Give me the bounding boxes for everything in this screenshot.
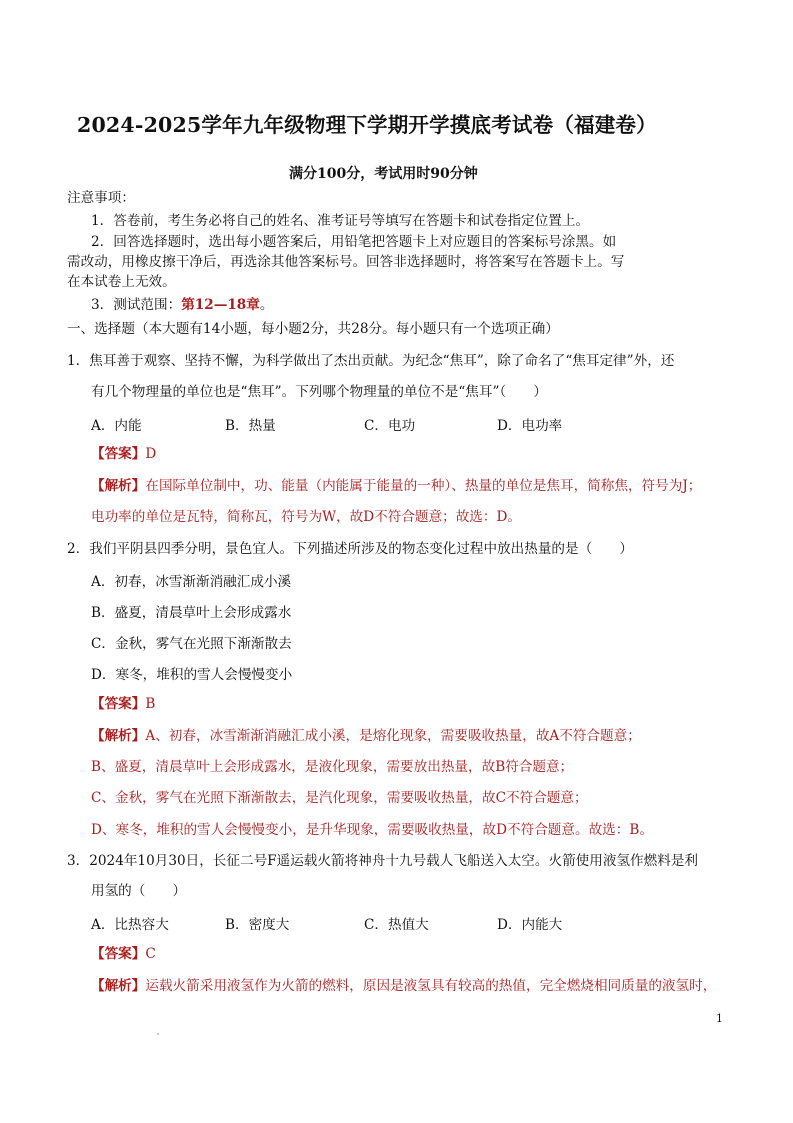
q1-option-d: D．电功率 [497,418,563,434]
q3-option-b: B．密度大 [225,917,290,933]
notice-item-2-line-3: 在本试卷上无效。 [67,274,176,290]
answer-tag: 【答案】 [91,946,146,962]
q3-stem-line-1: 3．2024年10月30日，长征二号F遥运载火箭将神舟十九号载人飞船送入太空。火箭使用液氢作燃料是利 [67,853,699,869]
notice-3-suffix: 。 [259,297,274,313]
test-range: 第12—18章 [181,297,260,313]
q2-stem-line-1: 2．我们平阴县四季分明，景色宜人。下列描述所涉及的物态变化过程中放出热量的是（ ） [67,541,633,557]
q2-option-d: D．寒冬，堆积的雪人会慢慢变小 [91,667,293,683]
notice-3-prefix: 3．测试范围： [91,297,182,313]
q1-option-c: C．电功 [364,418,416,434]
q2-option-a: A．初春，冰雪渐渐消融汇成小溪 [91,574,292,590]
q2-answer-value: B [145,696,156,712]
notice-heading: 注意事项： [67,190,135,206]
q1-answer [91,444,156,464]
q2-analysis-line-4: D、寒冬，堆积的雪人会慢慢变小，是升华现象，需要吸收热量，故D不符合题意。故选：B。 [91,822,653,838]
q3-analysis-line-1: 【解析】运载火箭采用液氢作为火箭的燃料，原因是液氢具有较高的热值，完全燃烧相同质量的液氢时， [91,978,717,994]
notice-item-3 [91,295,273,315]
answer-tag: 【答案】 [91,446,146,462]
q1-option-b: B．热量 [225,418,276,434]
analysis-tag: 【解析】 [91,478,146,494]
exam-subtitle: 满分100分，考试用时90分钟 [289,166,478,182]
page-title: 2024-2025学年九年级物理下学期开学摸底考试卷（福建卷） [77,113,657,137]
decorative-dot [157,1033,159,1035]
q1-analysis-line-1: 【解析】在国际单位制中，功、能量（内能属于能量的一种）、热量的单位是焦耳，简称焦，符号为J； [91,478,702,494]
q2-option-c: C．金秋，雾气在光照下渐渐散去 [91,636,292,652]
q3-option-c: C．热值大 [364,917,429,933]
notice-item-2-line-2: 需改动，用橡皮擦干净后，再选涂其他答案标号。回答非选择题时，将答案写在答题卡上。写 [67,254,625,270]
notice-item-1: 1．答卷前，考生务必将自己的姓名、准考证号等填写在答题卡和试卷指定位置上。 [91,213,590,229]
q2-analysis-line-3: C、金秋，雾气在光照下渐渐散去，是汽化现象，需要吸收热量，故C不符合题意； [91,790,588,806]
q2-answer [91,694,155,714]
q2-analysis-line-1: 【解析】A、初春，冰雪渐渐消融汇成小溪，是熔化现象，需要吸收热量，故A不符合题意； [91,728,641,744]
q3-option-d: D．内能大 [497,917,563,933]
answer-tag: 【答案】 [91,696,146,712]
section-heading-choice: 一、选择题（本大题有14小题，每小题2分，共28分。每小题只有一个选项正确） [67,321,559,337]
page-number: 1 [716,1012,723,1025]
q1-option-a: A．内能 [91,418,142,434]
q3-option-a: A．比热容大 [91,917,169,933]
q1-stem-line-2: 有几个物理量的单位也是“焦耳”。下列哪个物理量的单位不是“焦耳”（ ） [91,384,547,400]
q3-stem-line-2: 用氢的（ ） [91,883,187,899]
q2-analysis-line-2: B、盛夏，清晨草叶上会形成露水，是液化现象，需要放出热量，故B符合题意； [91,759,574,775]
q2-option-b: B．盛夏，清晨草叶上会形成露水 [91,605,292,621]
q1-analysis-line-2: 电功率的单位是瓦特，简称瓦，符号为W，故D不符合题意；故选：D。 [91,509,521,525]
analysis-tag: 【解析】 [91,978,146,994]
q1-stem-line-1: 1．焦耳善于观察、坚持不懈，为科学做出了杰出贡献。为纪念“焦耳”，除了命名了“焦耳定律”外，还 [67,353,675,369]
notice-item-2-line-1: 2．回答选择题时，选出每小题答案后，用铅笔把答题卡上对应题目的答案标号涂黑。如 [91,234,617,250]
q1-answer-value: D [145,446,157,462]
q3-answer-value: C [145,946,156,962]
analysis-tag: 【解析】 [91,728,146,744]
q3-answer [91,944,156,964]
